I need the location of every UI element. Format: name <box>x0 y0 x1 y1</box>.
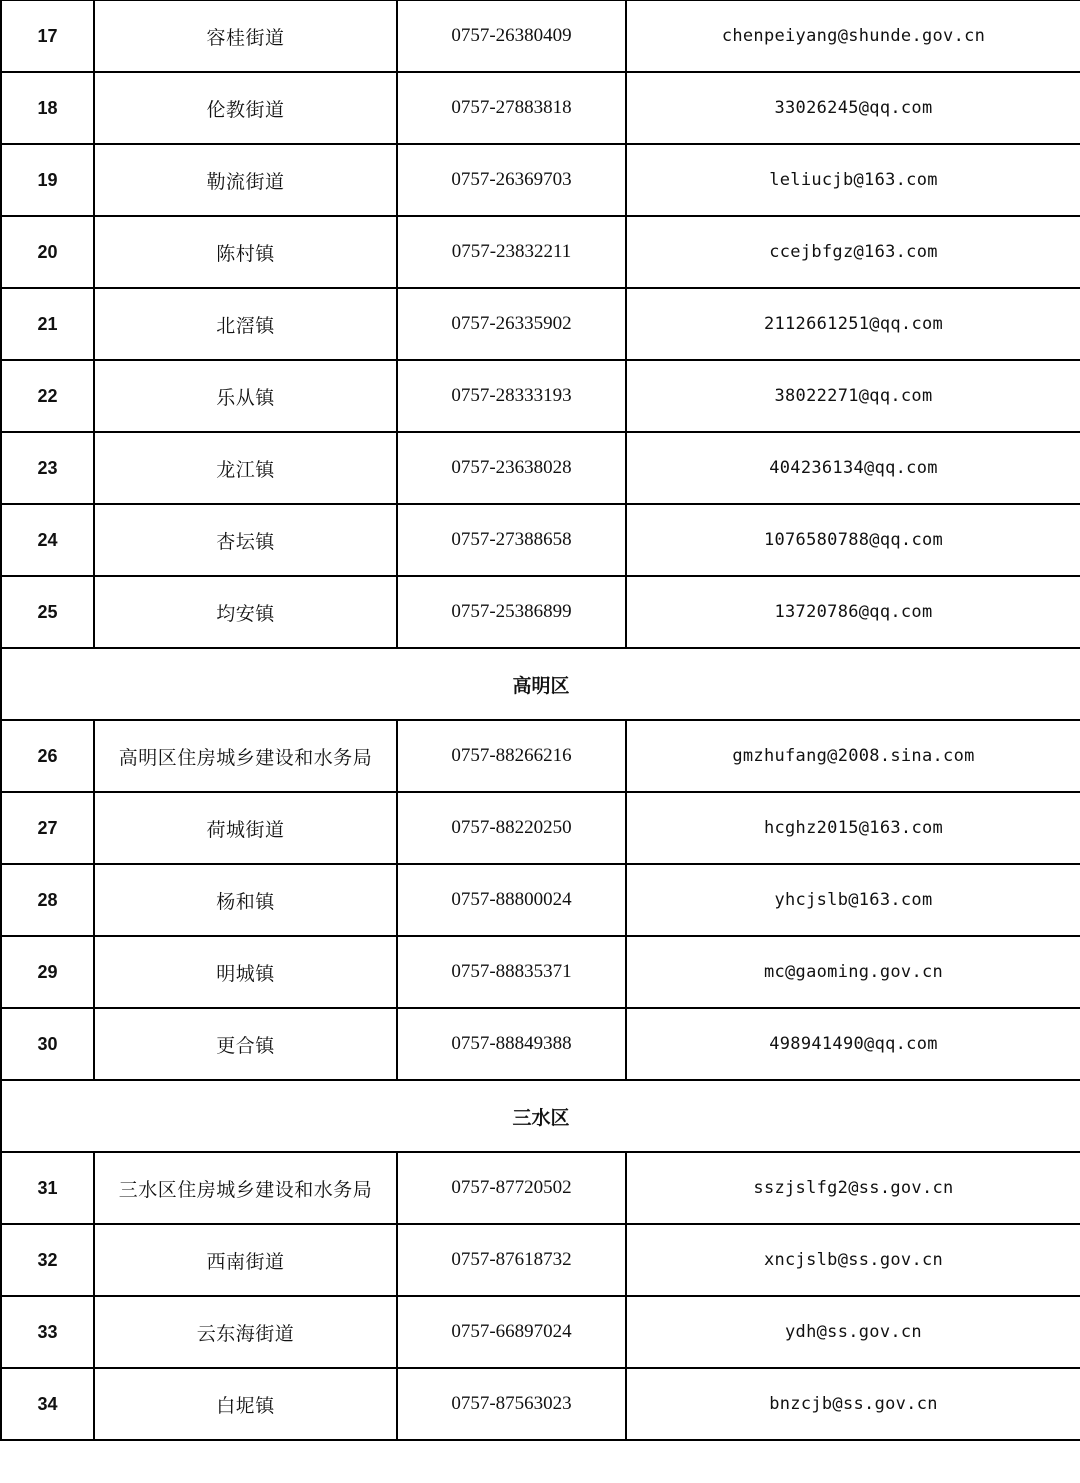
unit-name: 陈村镇 <box>94 216 397 288</box>
row-number: 29 <box>1 936 94 1008</box>
table-row <box>1 576 1080 648</box>
unit-name: 荷城街道 <box>94 792 397 864</box>
email-address: ydh@ss.gov.cn <box>626 1296 1080 1368</box>
email-address: 404236134@qq.com <box>626 432 1080 504</box>
unit-name: 云东海街道 <box>94 1296 397 1368</box>
phone-number: 0757-27883818 <box>397 72 626 144</box>
row-number: 17 <box>1 1 94 73</box>
phone-number: 0757-23638028 <box>397 432 626 504</box>
email-address: hcghz2015@163.com <box>626 792 1080 864</box>
email-address: yhcjslb@163.com <box>626 864 1080 936</box>
unit-name: 更合镇 <box>94 1008 397 1080</box>
email-address: 498941490@qq.com <box>626 1008 1080 1080</box>
unit-name: 明城镇 <box>94 936 397 1008</box>
email-address: gmzhufang@2008.sina.com <box>626 720 1080 792</box>
phone-number: 0757-23832211 <box>397 216 626 288</box>
table-row <box>1 288 1080 360</box>
phone-number: 0757-26380409 <box>397 1 626 73</box>
email-address: sszjslfg2@ss.gov.cn <box>626 1152 1080 1224</box>
unit-name: 乐从镇 <box>94 360 397 432</box>
email-address: leliucjb@163.com <box>626 144 1080 216</box>
email-address: chenpeiyang@shunde.gov.cn <box>626 1 1080 73</box>
row-number: 33 <box>1 1296 94 1368</box>
phone-number: 0757-66897024 <box>397 1296 626 1368</box>
phone-number: 0757-88220250 <box>397 792 626 864</box>
phone-number: 0757-88266216 <box>397 720 626 792</box>
section-header-row <box>1 1080 1080 1152</box>
unit-name: 高明区住房城乡建设和水务局 <box>94 720 397 792</box>
table-row <box>1 1368 1080 1440</box>
email-address: 2112661251@qq.com <box>626 288 1080 360</box>
phone-number: 0757-25386899 <box>397 576 626 648</box>
table-row <box>1 432 1080 504</box>
row-number: 24 <box>1 504 94 576</box>
row-number: 23 <box>1 432 94 504</box>
phone-number: 0757-87618732 <box>397 1224 626 1296</box>
row-number: 28 <box>1 864 94 936</box>
phone-number: 0757-88835371 <box>397 936 626 1008</box>
phone-number: 0757-87720502 <box>397 1152 626 1224</box>
unit-name: 杨和镇 <box>94 864 397 936</box>
table-row <box>1 144 1080 216</box>
unit-name: 勒流街道 <box>94 144 397 216</box>
section-title: 高明区 <box>1 648 1080 720</box>
email-address: 33026245@qq.com <box>626 72 1080 144</box>
row-number: 22 <box>1 360 94 432</box>
email-address: bnzcjb@ss.gov.cn <box>626 1368 1080 1440</box>
table-row <box>1 1 1080 73</box>
section-header-row <box>1 648 1080 720</box>
table-row <box>1 720 1080 792</box>
unit-name: 北滘镇 <box>94 288 397 360</box>
table-row <box>1 1008 1080 1080</box>
table-row <box>1 504 1080 576</box>
table-row <box>1 936 1080 1008</box>
phone-number: 0757-28333193 <box>397 360 626 432</box>
row-number: 31 <box>1 1152 94 1224</box>
phone-number: 0757-26335902 <box>397 288 626 360</box>
row-number: 32 <box>1 1224 94 1296</box>
email-address: mc@gaoming.gov.cn <box>626 936 1080 1008</box>
row-number: 20 <box>1 216 94 288</box>
table-row <box>1 1152 1080 1224</box>
row-number: 34 <box>1 1368 94 1440</box>
table-row <box>1 1224 1080 1296</box>
table-row <box>1 216 1080 288</box>
phone-number: 0757-88849388 <box>397 1008 626 1080</box>
table-row <box>1 1296 1080 1368</box>
email-address: 1076580788@qq.com <box>626 504 1080 576</box>
section-title: 三水区 <box>1 1080 1080 1152</box>
row-number: 26 <box>1 720 94 792</box>
unit-name: 伦教街道 <box>94 72 397 144</box>
phone-number: 0757-87563023 <box>397 1368 626 1440</box>
unit-name: 白坭镇 <box>94 1368 397 1440</box>
row-number: 25 <box>1 576 94 648</box>
unit-name: 容桂街道 <box>94 1 397 73</box>
unit-name: 杏坛镇 <box>94 504 397 576</box>
row-number: 19 <box>1 144 94 216</box>
table-row <box>1 72 1080 144</box>
row-number: 21 <box>1 288 94 360</box>
table-row <box>1 864 1080 936</box>
unit-name: 龙江镇 <box>94 432 397 504</box>
unit-name: 西南街道 <box>94 1224 397 1296</box>
phone-number: 0757-26369703 <box>397 144 626 216</box>
email-address: 13720786@qq.com <box>626 576 1080 648</box>
unit-name: 三水区住房城乡建设和水务局 <box>94 1152 397 1224</box>
email-address: 38022271@qq.com <box>626 360 1080 432</box>
unit-name: 均安镇 <box>94 576 397 648</box>
phone-number: 0757-27388658 <box>397 504 626 576</box>
table-row <box>1 792 1080 864</box>
email-address: xncjslb@ss.gov.cn <box>626 1224 1080 1296</box>
phone-number: 0757-88800024 <box>397 864 626 936</box>
row-number: 27 <box>1 792 94 864</box>
row-number: 30 <box>1 1008 94 1080</box>
row-number: 18 <box>1 72 94 144</box>
table-row <box>1 360 1080 432</box>
email-address: ccejbfgz@163.com <box>626 216 1080 288</box>
table-body <box>1 1 1080 1441</box>
